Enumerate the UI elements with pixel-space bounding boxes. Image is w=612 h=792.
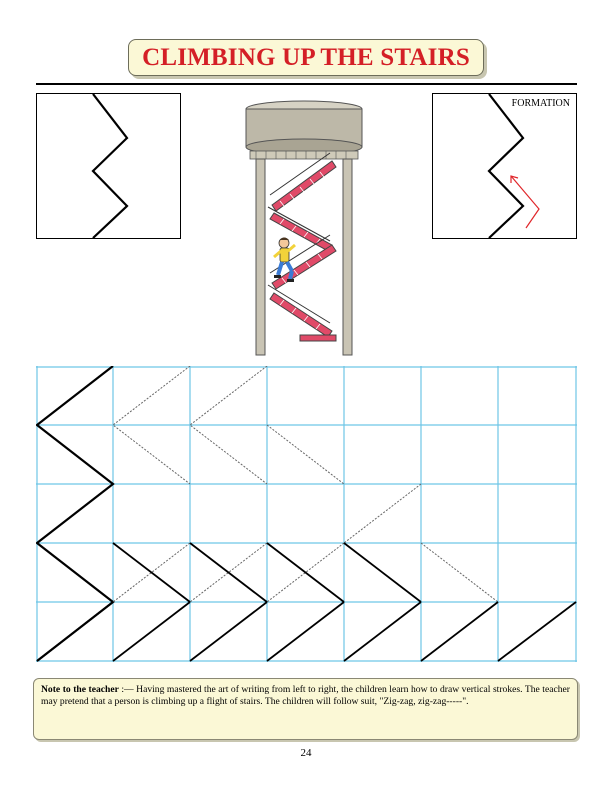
zigzag-demo-left [37,94,180,238]
practice-grid [36,366,577,662]
note-label: Note to the teacher [41,684,119,695]
formation-arrow-icon [511,176,539,228]
page-title: CLIMBING UP THE STAIRS [142,43,470,71]
stair-tower-illustration [240,95,368,357]
demo-box-formation [432,93,577,239]
formation-label: FORMATION [511,98,570,109]
demo-box-left [36,93,181,239]
title-banner [128,39,484,76]
grid-lines [36,366,577,662]
model-zigzag [37,366,113,661]
teacher-note [33,678,578,740]
zigzag-formation-demo [433,94,576,238]
title-rule [36,83,577,85]
note-text: :— Having mastered the art of writing from left to right, the children learn how to draw vertical strokes. The teacher may pretend that a person is climbing up a flight of stairs. The children will follow suit, "Zig-zag, zig-zag-----". [41,684,570,707]
page-number: 24 [300,747,312,759]
